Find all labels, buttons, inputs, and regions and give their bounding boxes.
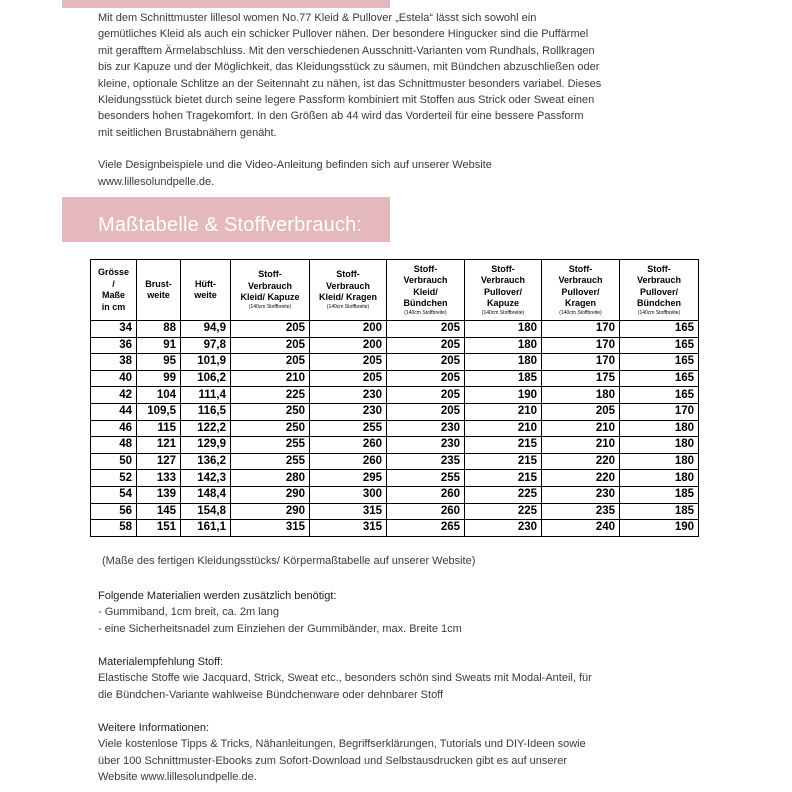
more-info-line: über 100 Schnittmuster-Ebooks zum Sofort-Download und Selbstausdrucken gibt es auf unserer xyxy=(98,754,567,767)
table-cell: 95 xyxy=(137,354,181,371)
table-row xyxy=(91,453,699,470)
table-cell: 290 xyxy=(231,486,310,503)
table-cell: 295 xyxy=(310,470,387,487)
table-row xyxy=(91,321,699,338)
materials-item: - Gummiband, 1cm breit, ca. 2m lang xyxy=(98,606,279,619)
table-cell: 180 xyxy=(620,470,699,487)
table-cell: 165 xyxy=(620,387,699,404)
table-cell: 111,4 xyxy=(181,387,231,404)
table-cell: 215 xyxy=(465,437,542,454)
table-cell: 200 xyxy=(310,337,387,354)
intro-line: mit seitlichen Brustabnähern genäht. xyxy=(98,126,277,139)
table-cell: 205 xyxy=(310,354,387,371)
table-cell: 255 xyxy=(310,420,387,437)
table-cell: 54 xyxy=(91,486,137,503)
table-cell: 121 xyxy=(137,437,181,454)
table-cell: 235 xyxy=(542,503,620,520)
table-cell: 106,2 xyxy=(181,370,231,387)
table-cell: 104 xyxy=(137,387,181,404)
website-paragraph xyxy=(98,157,678,190)
table-row xyxy=(91,437,699,454)
table-cell: 230 xyxy=(310,403,387,420)
table-cell: 230 xyxy=(387,437,465,454)
table-cell: 255 xyxy=(231,437,310,454)
table-cell: 42 xyxy=(91,387,137,404)
top-decorative-band xyxy=(62,0,390,8)
table-row xyxy=(91,420,699,437)
table-cell: 154,8 xyxy=(181,503,231,520)
column-header xyxy=(181,260,231,321)
column-header-line: Stoff- xyxy=(568,263,593,274)
column-header-line: Verbrauch xyxy=(480,275,526,285)
table-cell: 165 xyxy=(620,321,699,338)
table-cell: 205 xyxy=(387,387,465,404)
column-header-line: Verbrauch xyxy=(636,275,682,285)
table-cell: 99 xyxy=(137,370,181,387)
column-header xyxy=(620,260,699,321)
fabric-width-note: (140cm Stoffbreite) xyxy=(248,303,292,310)
table-row xyxy=(91,354,699,371)
table-cell: 180 xyxy=(465,321,542,338)
column-header-line: / xyxy=(112,278,115,289)
fabric-width-note: (140cm Stoffbreite) xyxy=(481,309,525,316)
section-heading: Maßtabelle & Stoffverbrauch: xyxy=(98,214,363,236)
table-cell: 220 xyxy=(542,453,620,470)
column-header-line: Stoff- xyxy=(413,263,438,274)
table-cell: 180 xyxy=(465,354,542,371)
fabric-title: Materialempfehlung Stoff: xyxy=(98,656,224,668)
table-cell: 161,1 xyxy=(181,520,231,537)
table-cell: 145 xyxy=(137,503,181,520)
column-header-line: in cm xyxy=(101,301,126,312)
table-cell: 200 xyxy=(310,321,387,338)
column-header-line: weite xyxy=(147,290,170,300)
table-cell: 180 xyxy=(542,387,620,404)
table-cell: 250 xyxy=(231,403,310,420)
column-header-line: Verbrauch xyxy=(247,280,293,291)
table-cell: 170 xyxy=(542,321,620,338)
table-cell: 210 xyxy=(231,370,310,387)
table-cell: 260 xyxy=(387,486,465,503)
table-cell: 205 xyxy=(387,403,465,420)
table-cell: 260 xyxy=(310,437,387,454)
table-cell: 127 xyxy=(137,453,181,470)
table-row xyxy=(91,370,699,387)
table-cell: 205 xyxy=(231,337,310,354)
table-cell: 185 xyxy=(465,370,542,387)
table-cell: 260 xyxy=(387,503,465,520)
table-row xyxy=(91,486,699,503)
table-cell: 205 xyxy=(387,370,465,387)
materials-section xyxy=(98,588,698,637)
table-cell: 255 xyxy=(231,453,310,470)
table-cell: 52 xyxy=(91,470,137,487)
table-cell: 97,8 xyxy=(181,337,231,354)
column-header-line: Kleid/ Kapuze xyxy=(240,292,300,303)
column-header-line: Pullover/ xyxy=(561,286,600,297)
fabric-width-note: (140cm Stoffbreite) xyxy=(326,303,370,310)
table-cell: 139 xyxy=(137,486,181,503)
fabric-section xyxy=(98,654,698,703)
table-cell: 91 xyxy=(137,337,181,354)
intro-line: bis zur Kapuze und der Möglichkeit, das Kleidungsstück zu säumen, mit Bündchen abzuschließen oder xyxy=(98,61,600,74)
table-cell: 165 xyxy=(620,354,699,371)
column-header-line: Bündchen xyxy=(403,298,448,308)
table-cell: 225 xyxy=(465,486,542,503)
table-cell: 225 xyxy=(465,503,542,520)
table-cell: 185 xyxy=(620,503,699,520)
table-cell: 205 xyxy=(387,354,465,371)
table-cell: 165 xyxy=(620,370,699,387)
column-header-line: Verbrauch xyxy=(558,275,603,285)
intro-line: besonders hohen Tragekomfort. In den Größen ab 44 wird das Vorderteil für eine bessere Passform xyxy=(98,110,584,123)
table-cell: 280 xyxy=(231,470,310,487)
table-cell: 230 xyxy=(310,387,387,404)
table-cell: 58 xyxy=(91,520,137,537)
table-cell: 101,9 xyxy=(181,354,231,371)
table-cell: 170 xyxy=(542,337,620,354)
table-cell: 315 xyxy=(310,520,387,537)
table-row xyxy=(91,503,699,520)
table-cell: 230 xyxy=(465,520,542,537)
table-cell: 170 xyxy=(620,403,699,420)
column-header-line: Kapuze xyxy=(486,298,519,308)
table-cell: 260 xyxy=(310,453,387,470)
column-header-line: Kleid/ xyxy=(413,286,438,297)
fabric-width-note: (140cm Stoffbreite) xyxy=(637,309,681,316)
intro-line: Kleidungsstück bietet durch seine legere Passform kombiniert mit Stoffen aus Strick oder Sweat einen xyxy=(98,94,595,107)
table-cell: 38 xyxy=(91,354,137,371)
column-header-line: Pullover/ xyxy=(639,286,678,297)
column-header-line: Hüft- xyxy=(195,278,216,289)
table-cell: 250 xyxy=(231,420,310,437)
column-header-line: Pullover/ xyxy=(483,286,522,297)
table-cell: 36 xyxy=(91,337,137,354)
fabric-width-note: (140cm Stoffbreite) xyxy=(404,309,447,316)
fabric-line: Elastische Stoffe wie Jacquard, Strick, Sweat etc., besonders schön sind Sweats mit Modal-Anteil, für xyxy=(98,672,592,685)
column-header xyxy=(310,260,387,321)
table-cell: 180 xyxy=(620,420,699,437)
table-cell: 220 xyxy=(542,470,620,487)
intro-line: kleine, optionale Schlitze an der Seitennaht zu nähen, ist das Schnittmuster besonders variabel. Dieses xyxy=(98,77,602,90)
column-header-line: Maße xyxy=(101,290,125,300)
table-cell: 44 xyxy=(91,403,137,420)
table-cell: 34 xyxy=(91,321,137,338)
column-header-line: weite xyxy=(194,290,217,300)
table-cell: 122,2 xyxy=(181,420,231,437)
fabric-line: die Bündchen-Variante wahlweise Bündchenware oder dehnbarer Stoff xyxy=(98,688,444,701)
table-cell: 180 xyxy=(620,453,699,470)
table-row xyxy=(91,520,699,537)
intro-text xyxy=(98,10,678,190)
column-header xyxy=(387,260,465,321)
table-cell: 225 xyxy=(231,387,310,404)
website-link[interactable]: www.lillesolundpelle.de. xyxy=(98,175,215,188)
table-cell: 210 xyxy=(465,420,542,437)
column-header-line: Verbrauch xyxy=(403,275,448,285)
table-cell: 230 xyxy=(542,486,620,503)
column-header xyxy=(465,260,542,321)
table-cell: 315 xyxy=(310,503,387,520)
column-header-line: Kragen xyxy=(564,298,596,308)
column-header xyxy=(137,260,181,321)
intro-line: mit gerafftem Ärmelabschluss. Mit den verschiedenen Ausschnitt-Varianten vom Rundhals, Rollkragen xyxy=(98,44,595,57)
table-cell: 56 xyxy=(91,503,137,520)
materials-title: Folgende Materialien werden zusätzlich benötigt: xyxy=(98,590,337,602)
table-cell: 115 xyxy=(137,420,181,437)
table-row xyxy=(91,470,699,487)
table-cell: 116,5 xyxy=(181,403,231,420)
column-header xyxy=(231,260,310,321)
table-cell: 88 xyxy=(137,321,181,338)
table-cell: 133 xyxy=(137,470,181,487)
intro-line: Mit dem Schnittmuster lillesol women No.77 Kleid & Pullover „Estela“ lässt sich sowohl ein xyxy=(98,12,537,24)
table-cell: 48 xyxy=(91,437,137,454)
column-header xyxy=(91,260,137,321)
more-info-line: Viele kostenlose Tipps & Tricks, Nähanleitungen, Begriffserklärungen, Tutorials und DIY-Ideen sowie xyxy=(98,738,586,751)
table-cell: 205 xyxy=(231,321,310,338)
table-cell: 230 xyxy=(387,420,465,437)
table-row xyxy=(91,403,699,420)
table-cell: 50 xyxy=(91,453,137,470)
table-cell: 185 xyxy=(620,486,699,503)
website-line: Viele Designbeispiele und die Video-Anleitung befinden sich auf unserer Website xyxy=(98,159,492,172)
more-info-title: Weitere Informationen: xyxy=(98,722,210,734)
table-cell: 165 xyxy=(620,337,699,354)
table-cell: 40 xyxy=(91,370,137,387)
table-cell: 210 xyxy=(542,437,620,454)
table-cell: 136,2 xyxy=(181,453,231,470)
fabric-width-note: (140cm Stoffbreite) xyxy=(559,309,602,316)
column-header-line: Brust- xyxy=(145,278,172,289)
table-cell: 240 xyxy=(542,520,620,537)
more-info-section xyxy=(98,720,698,786)
table-header-row xyxy=(91,260,699,321)
table-cell: 205 xyxy=(387,321,465,338)
table-cell: 180 xyxy=(620,437,699,454)
table-cell: 190 xyxy=(465,387,542,404)
materials-item: - eine Sicherheitsnadel zum Einziehen der Gummibänder, max. Breite 1cm xyxy=(98,622,462,635)
table-cell: 290 xyxy=(231,503,310,520)
table-cell: 170 xyxy=(542,354,620,371)
column-header-line: Grösse xyxy=(97,267,130,277)
table-cell: 255 xyxy=(387,470,465,487)
table-cell: 205 xyxy=(231,354,310,371)
column-header-line: Kleid/ Kragen xyxy=(318,292,377,303)
intro-line: gemütliches Kleid als auch ein schicker Pullover nähen. Der besondere Hingucker sind die Puffärmel xyxy=(98,28,589,41)
table-cell: 142,3 xyxy=(181,470,231,487)
column-header-line: Stoff- xyxy=(336,269,360,280)
column-header-line: Stoff- xyxy=(258,269,282,280)
table-cell: 129,9 xyxy=(181,437,231,454)
size-table xyxy=(90,259,699,537)
table-cell: 315 xyxy=(231,520,310,537)
table-cell: 215 xyxy=(465,453,542,470)
table-cell: 46 xyxy=(91,420,137,437)
column-header xyxy=(542,260,620,321)
table-body xyxy=(91,321,699,537)
table-cell: 205 xyxy=(387,337,465,354)
table-cell: 175 xyxy=(542,370,620,387)
table-cell: 205 xyxy=(310,370,387,387)
column-header-line: Verbrauch xyxy=(325,280,371,291)
table-note: (Maße des fertigen Kleidungsstücks/ Körpermaßtabelle auf unserer Website) xyxy=(102,555,476,567)
table-row xyxy=(91,387,699,404)
table-cell: 300 xyxy=(310,486,387,503)
table-cell: 235 xyxy=(387,453,465,470)
column-header-line: Stoff- xyxy=(647,263,671,274)
table-cell: 151 xyxy=(137,520,181,537)
table-cell: 180 xyxy=(465,337,542,354)
table-cell: 205 xyxy=(542,403,620,420)
more-info-line: Website www.lillesolundpelle.de. xyxy=(98,771,257,784)
table-cell: 215 xyxy=(465,470,542,487)
table-cell: 190 xyxy=(620,520,699,537)
table-cell: 94,9 xyxy=(181,321,231,338)
table-cell: 210 xyxy=(542,420,620,437)
column-header-line: Stoff- xyxy=(491,263,515,274)
table-cell: 210 xyxy=(465,403,542,420)
table-cell: 109,5 xyxy=(137,403,181,420)
table-row xyxy=(91,337,699,354)
table-cell: 265 xyxy=(387,520,465,537)
intro-paragraph xyxy=(98,10,678,141)
table-cell: 148,4 xyxy=(181,486,231,503)
column-header-line: Bündchen xyxy=(637,298,681,308)
